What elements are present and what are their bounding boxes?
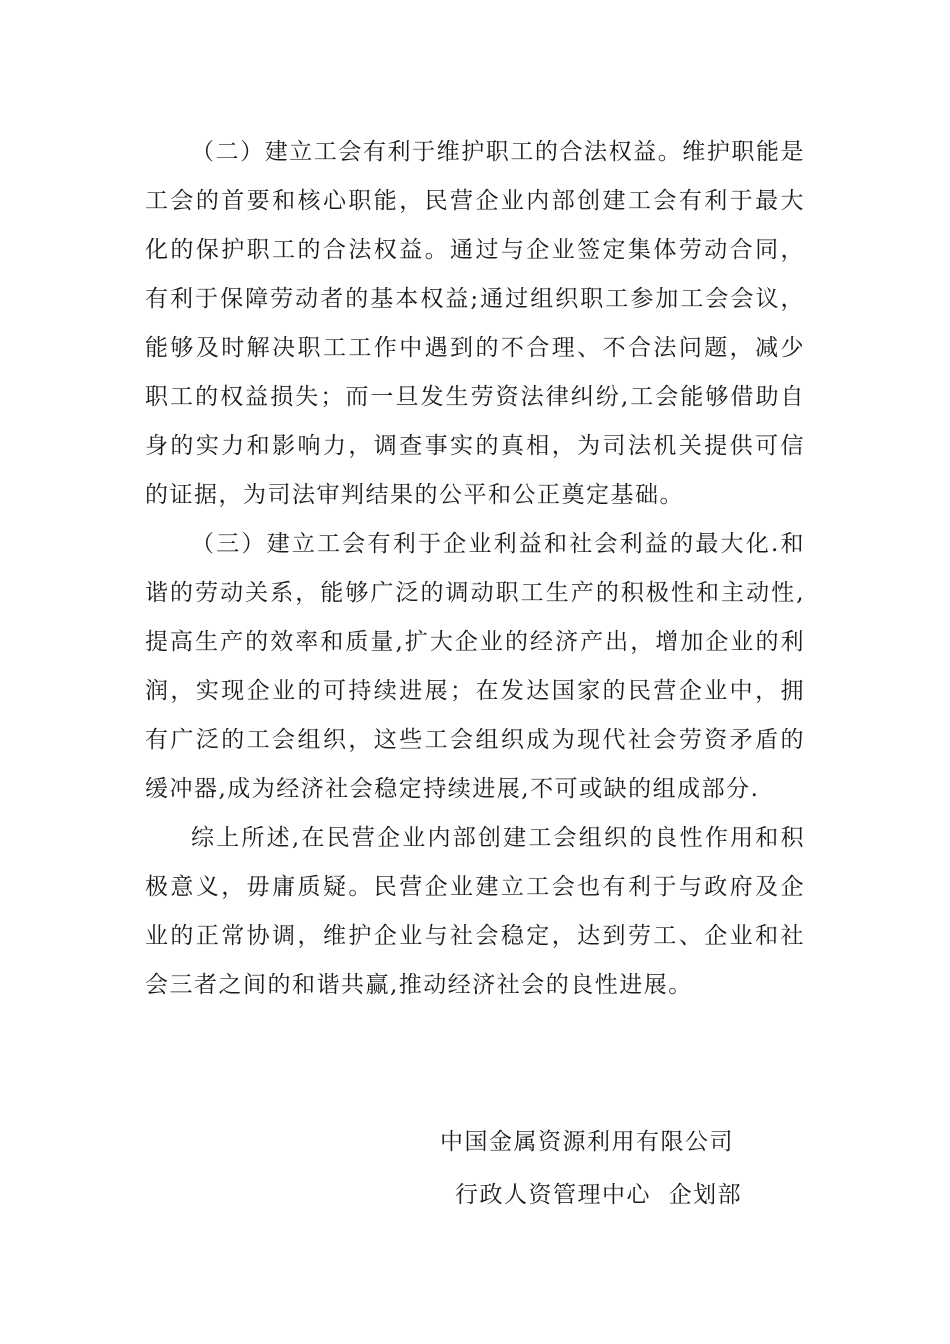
- signature-department: 行政人资管理中心 企划部: [455, 1182, 743, 1208]
- paragraph-conclusion: 综上所述,在民营企业内部创建工会组织的良性作用和积极意义，毋庸质疑。民营企业建立工会也有利于与政府及企业的正常协调，维护企业与社会稳定，达到劳工、企业和社会三者之间的和谐共赢,推动经济社会的良性进展。: [145, 825, 805, 998]
- signature-company: 中国金属资源利用有限公司: [440, 1129, 734, 1155]
- paragraph-union-protects-rights: （二）建立工会有利于维护职工的合法权益。维护职能是工会的首要和核心职能，民营企业内部创建工会有利于最大化的保护职工的合法权益。通过与企业签定集体劳动合同，有利于保障劳动者的基本权益;通过组织职工参加工会会议，能够及时解决职工工作中遇到的不合理、不合法问题，减少职工的权益损失；而一旦发生劳资法律纠纷,工会能够借助自身的实力和影响力，调查事实的真相，为司法机关提供可信的证据，为司法审判结果的公平和公正奠定基础。: [145, 139, 805, 508]
- paragraph-union-benefits-enterprise: （三）建立工会有利于企业利益和社会利益的最大化.和谐的劳动关系，能够广泛的调动职工生产的积极性和主动性,提高生产的效率和质量,扩大企业的经济产出，增加企业的利润，实现企业的可持续进展；在发达国家的民营企业中，拥有广泛的工会组织，这些工会组织成为现代社会劳资矛盾的缓冲器,成为经济社会稳定持续进展,不可或缺的组成部分.: [145, 531, 805, 802]
- document-body: [145, 128, 805, 1010]
